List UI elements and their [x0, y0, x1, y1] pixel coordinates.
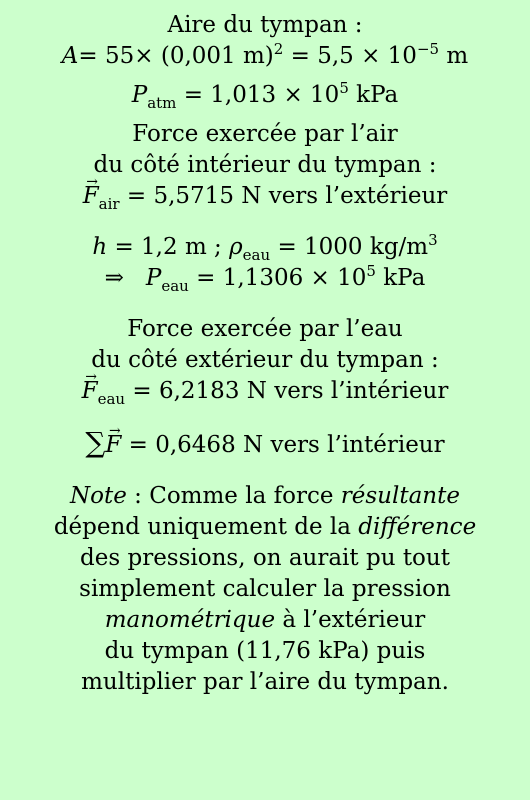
air-force-section	[0, 119, 530, 212]
water-force-equation	[0, 376, 530, 407]
patm-exp: 5	[339, 79, 349, 97]
note-t2-italic: différence	[358, 514, 477, 540]
area-exp: −5	[416, 40, 440, 58]
water-section	[0, 232, 530, 294]
air-force-equation	[0, 181, 530, 212]
air-force-expr: = 5,5715 N vers l’extérieur	[119, 183, 448, 209]
rho-exp: 3	[428, 231, 438, 249]
area-symbol: A	[61, 43, 79, 69]
p-eau-unit: kPa	[375, 265, 426, 291]
implies-symbol: ⇒	[104, 265, 124, 291]
patm-expr: = 1,013 × 10	[176, 82, 340, 108]
h-symbol: h	[92, 234, 108, 260]
note-line4: simplement calculer la pression	[79, 576, 451, 602]
area-title: Aire du tympan :	[167, 12, 363, 38]
air-force-line2: du côté intérieur du tympan :	[93, 152, 437, 178]
air-force-vector: → F	[83, 181, 99, 212]
note-t5: à l’extérieur	[275, 607, 426, 633]
air-force-line1: Force exercée par l’air	[132, 121, 398, 147]
note-line1	[0, 481, 530, 512]
patm-unit: kPa	[348, 82, 399, 108]
sum-equation	[0, 427, 530, 461]
water-force-expr: = 6,2183 N vers l’intérieur	[125, 378, 449, 404]
area-exp2: 2	[273, 40, 284, 58]
note-t1: : Comme la force	[126, 483, 341, 509]
area-section	[0, 10, 530, 72]
p-eau-symbol: P	[145, 265, 162, 291]
patm-equation	[0, 80, 530, 111]
note-line6: du tympan (11,76 kPa) puis	[104, 638, 426, 664]
note-t1-italic: résultante	[340, 483, 460, 509]
sum-section	[0, 427, 530, 461]
water-params	[0, 232, 530, 263]
p-eau-sub: eau	[161, 277, 189, 295]
patm-symbol: P	[131, 82, 148, 108]
note-section	[0, 481, 530, 698]
sigma-symbol: ∑	[85, 426, 106, 459]
area-unit: m	[439, 43, 469, 69]
air-force-sub: air	[98, 195, 120, 213]
area-equation	[0, 41, 530, 72]
note-line3: des pressions, on aurait pu tout	[80, 545, 450, 571]
area-result: = 5,5 × 10	[283, 43, 417, 69]
rho-sub: eau	[242, 246, 271, 264]
note-t5-italic: manométrique	[104, 607, 276, 633]
patm-section	[0, 80, 530, 111]
water-pressure	[0, 263, 530, 294]
rho-symbol: ρ	[229, 234, 243, 260]
water-force-line2: du côté extérieur du tympan :	[91, 347, 439, 373]
h-expr: = 1,2 m ;	[107, 234, 230, 260]
rho-expr: = 1000 kg/m	[270, 234, 429, 260]
sum-vector: → F	[105, 430, 121, 461]
note-line7: multiplier par l’aire du tympan.	[81, 669, 449, 695]
area-expr: = 55× (0,001 m)	[78, 43, 274, 69]
water-force-line1: Force exercée par l’eau	[127, 316, 403, 342]
p-eau-exp: 5	[366, 262, 376, 280]
sum-expr: = 0,6468 N vers l’intérieur	[121, 432, 445, 458]
note-line5	[0, 605, 530, 636]
water-force-section	[0, 314, 530, 407]
note-t2: dépend uniquement de la	[53, 514, 359, 540]
patm-sub: atm	[147, 94, 177, 112]
water-force-sub: eau	[97, 390, 126, 408]
note-line2	[0, 512, 530, 543]
water-force-vector: → F	[82, 376, 98, 407]
p-eau-expr: = 1,1306 × 10	[188, 265, 367, 291]
note-label: Note	[70, 483, 127, 509]
